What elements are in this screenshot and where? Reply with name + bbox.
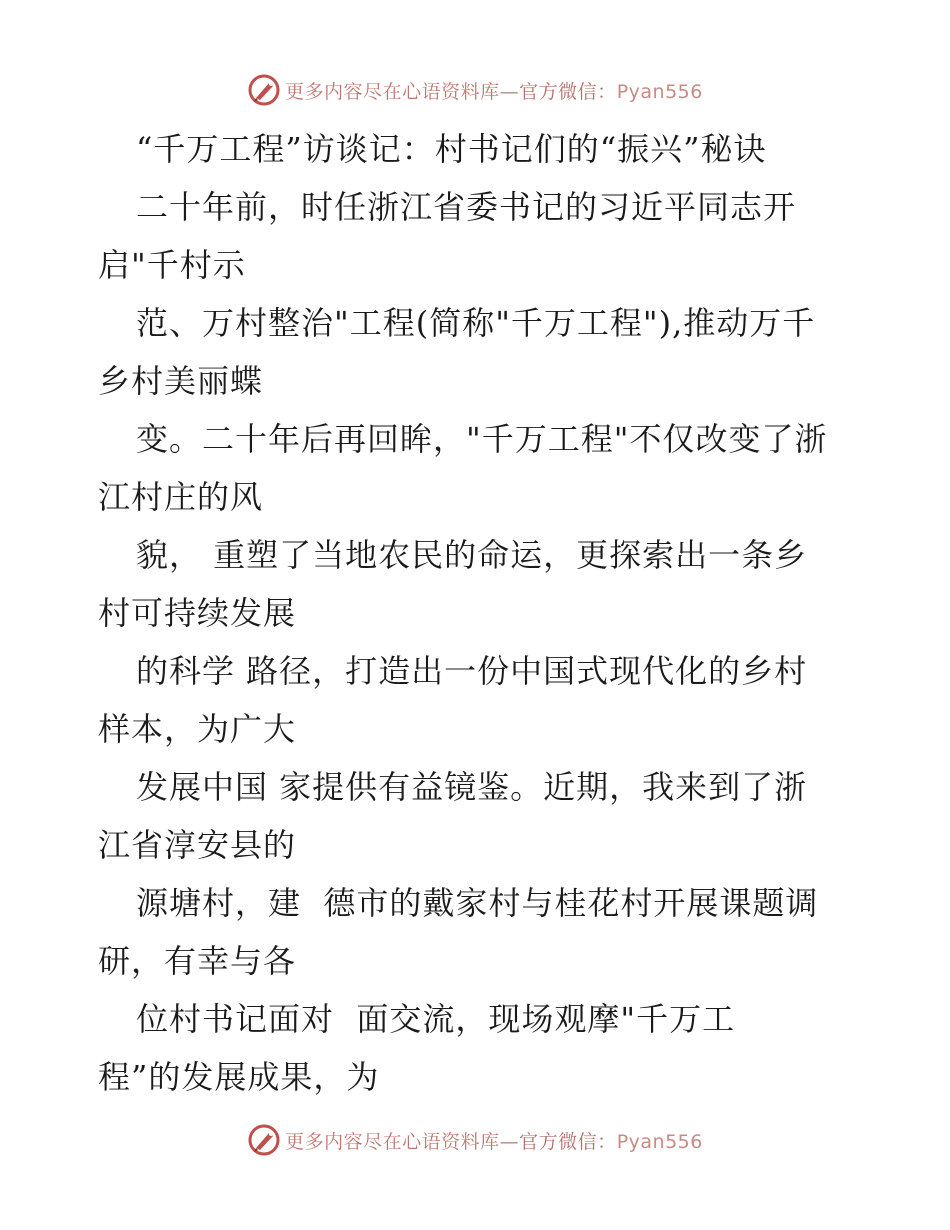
body-line-7: 貌， 重塑了当地农民的命运，更探索出一条乡 — [136, 536, 808, 574]
header-banner-inner — [247, 73, 703, 107]
header-banner — [0, 68, 950, 112]
body-line-5: 变。二十年后再回眸，"千万工程"不仅改变了浙 — [136, 420, 828, 458]
body-line-12: 江省淳安县的 — [98, 826, 297, 864]
banner-main-text: 更多内容尽在心语资料库 — [285, 1130, 500, 1153]
body-line-8: 村可持续发展 — [98, 594, 297, 632]
pen-circle-logo-icon — [247, 1123, 281, 1157]
body-line-3: 范、万村整治"工程(简称"千万工程"),推动万千 — [136, 304, 816, 342]
banner-dash: — — [499, 1130, 520, 1153]
body-line-9: 的科学 路径，打造出一份中国式现代化的乡村 — [136, 652, 808, 690]
body-line-10: 样本，为广大 — [98, 710, 297, 748]
body-line-2: 启"千村示 — [98, 246, 246, 284]
body-line-6: 江村庄的风 — [98, 478, 264, 516]
footer-banner-text — [285, 1127, 703, 1154]
footer-banner-inner — [247, 1123, 703, 1157]
banner-wechat-label: 官方微信： — [519, 1130, 617, 1153]
banner-wechat-label: 官方微信： — [519, 80, 617, 103]
body-line-4: 乡村美丽蝶 — [98, 362, 264, 400]
body-line-1: 二十年前，时任浙江省委书记的习近平同志开 — [136, 188, 797, 226]
document-title: “千万工程”访谈记：村书记们的“振兴”秘诀 — [136, 130, 767, 168]
body-line-13: 源塘村，建 德市的戴家村与桂花村开展课题调 — [136, 884, 819, 922]
footer-banner — [0, 1118, 950, 1162]
banner-dash: — — [499, 80, 520, 103]
banner-wechat-id: Pyan556 — [616, 1130, 703, 1153]
header-banner-text — [285, 77, 703, 104]
banner-main-text: 更多内容尽在心语资料库 — [285, 80, 500, 103]
body-line-14: 研，有幸与各 — [98, 942, 297, 980]
document-body — [98, 120, 858, 1106]
body-line-16: 程”的发展成果，为 — [98, 1058, 380, 1096]
banner-wechat-id: Pyan556 — [616, 80, 703, 103]
body-line-15: 位村书记面对 面交流，现场观摩"千万工 — [136, 1000, 736, 1038]
body-line-11: 发展中国 家提供有益镜鉴。近期，我来到了浙 — [136, 768, 808, 806]
pen-circle-logo-icon — [247, 73, 281, 107]
